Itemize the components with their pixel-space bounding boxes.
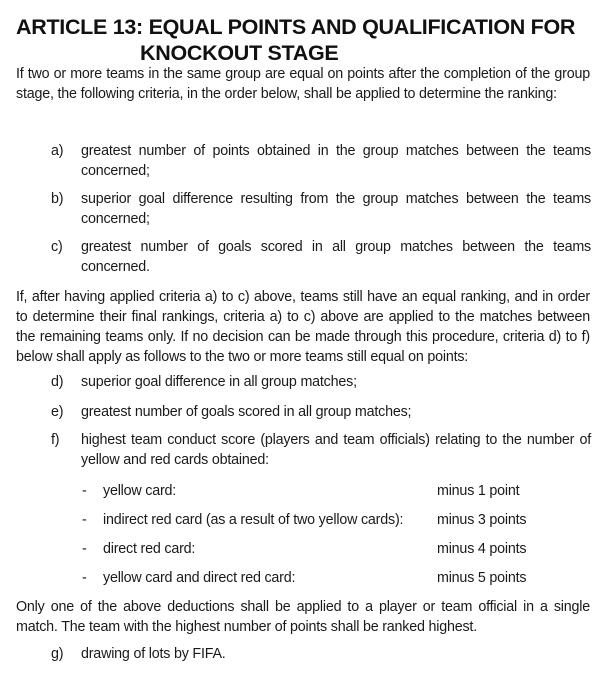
intro-paragraph: If two or more teams in the same group are equal on points after the completion of the group stage, the following criteria, in the order below, shall be applied to determine the ranking: <box>16 66 590 102</box>
criterion-text: superior goal difference resulting from the group matches between the teams concerned; <box>81 191 591 227</box>
criterion-text: drawing of lots by FIFA. <box>81 646 226 662</box>
deduction-value: minus 3 points <box>437 512 527 528</box>
criterion-d <box>51 373 591 393</box>
criterion-text: greatest number of goals scored in all group matches; <box>81 404 412 420</box>
criterion-marker: c) <box>51 239 63 255</box>
criterion-b <box>51 190 591 229</box>
criterion-text: highest team conduct score (players and team officials) relating to the number of yellow and red cards obtained: <box>81 432 591 468</box>
middle-paragraph: If, after having applied criteria a) to c) above, teams still have an equal ranking, and in order to determine their final rankings, criteria a) to c) above are applied to the matches between the remaining teams only. If no decision can be made through this procedure, criteria d) to f) below shall apply as follows to the two or more teams still equal on points: <box>16 289 590 365</box>
criterion-c <box>51 238 591 277</box>
criterion-text: greatest number of goals scored in all group matches between the teams concerned. <box>81 239 591 275</box>
dash-bullet: - <box>82 541 87 557</box>
criterion-marker: f) <box>51 432 60 448</box>
criterion-marker: g) <box>51 646 64 662</box>
deduction-label: direct red card: <box>103 541 196 557</box>
deduction-label: yellow card and direct red card: <box>103 570 296 586</box>
criterion-marker: b) <box>51 191 64 207</box>
dash-bullet: - <box>82 570 87 586</box>
dash-bullet: - <box>82 512 87 528</box>
deduction-label: yellow card: <box>103 483 177 499</box>
criterion-g <box>51 645 591 665</box>
criterion-text: superior goal difference in all group matches; <box>81 374 357 390</box>
criterion-a <box>51 142 591 181</box>
criterion-f <box>51 431 591 470</box>
deduction-value: minus 1 point <box>437 483 520 499</box>
criterion-marker: e) <box>51 404 64 420</box>
article-title-line-1: ARTICLE 13: EQUAL POINTS AND QUALIFICATION FOR <box>16 15 576 39</box>
criterion-e <box>51 403 591 423</box>
criterion-marker: d) <box>51 374 64 390</box>
deduction-value: minus 5 points <box>437 570 527 586</box>
deduction-label: indirect red card (as a result of two yellow cards): <box>103 512 404 528</box>
deduction-value: minus 4 points <box>437 541 527 557</box>
closing-paragraph: Only one of the above deductions shall be applied to a player or team official in a single match. The team with the highest number of points shall be ranked highest. <box>16 599 590 635</box>
dash-bullet: - <box>82 483 87 499</box>
article-title <box>16 14 575 66</box>
criterion-marker: a) <box>51 143 64 159</box>
article-title-line-2: KNOCKOUT STAGE <box>140 41 339 65</box>
criterion-text: greatest number of points obtained in the group matches between the teams concerned; <box>81 143 591 179</box>
